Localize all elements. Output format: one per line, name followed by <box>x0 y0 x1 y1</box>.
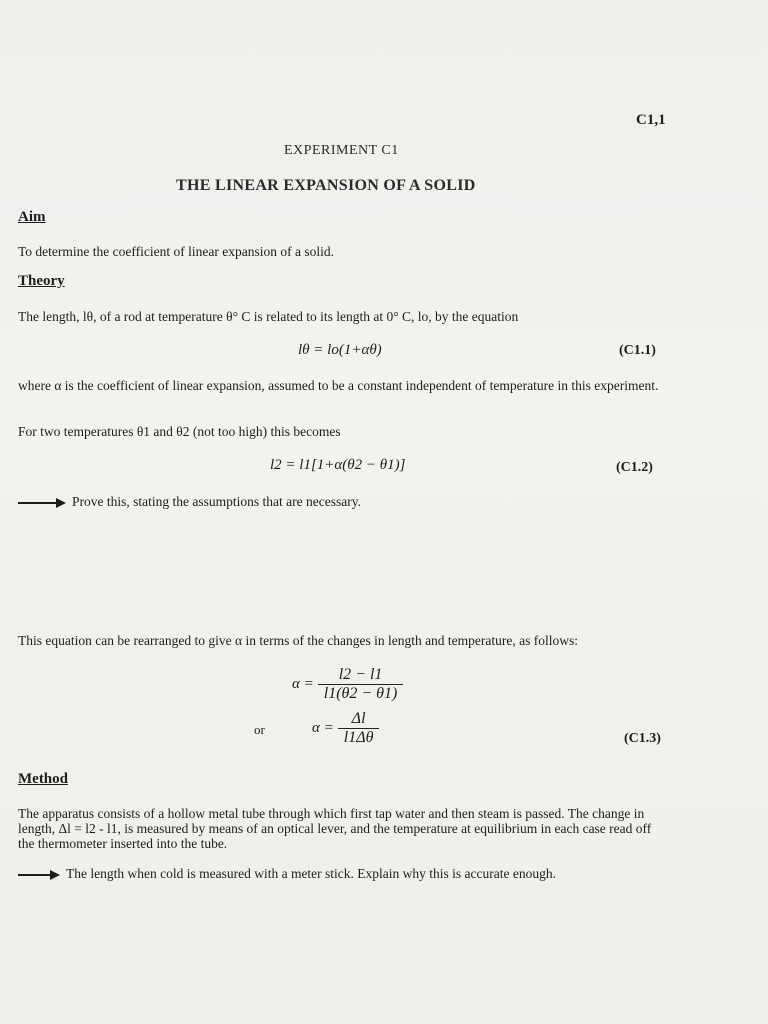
equation-c1-3b-numerator: Δl <box>338 710 380 729</box>
equation-c1-2-ref: (C1.2) <box>616 460 653 475</box>
equation-c1-3a-denominator: l1(θ2 − θ1) <box>323 685 398 702</box>
method-note <box>18 866 556 881</box>
or-word: or <box>254 722 265 737</box>
equation-c1-3a-lhs: α = <box>292 676 314 693</box>
experiment-title: THE LINEAR EXPANSION OF A SOLID <box>176 177 476 194</box>
equation-c1-1-ref: (C1.1) <box>619 343 656 358</box>
equation-c1-2: l2 = l1[1+α(θ2 − θ1)] <box>270 457 406 473</box>
equation-c1-3b-denominator: l1Δθ <box>343 729 374 746</box>
where-text: where α is the coefficient of linear expansion, assumed to be a constant independent of temperature in this experiment. <box>18 378 659 393</box>
method-text: The apparatus consists of a hollow metal tube through which first tap water and then steam is passed. The change in length, Δl = l2 - l1, is measured by means of an optical lever, and the temperature at equilibrium in each case read off the thermometer inserted into the tube. <box>18 806 652 851</box>
equation-c1-3-ref: (C1.3) <box>624 731 661 746</box>
equation-c1-3b <box>312 710 379 747</box>
prove-text: Prove this, stating the assumptions that are necessary. <box>72 494 361 509</box>
prove-instruction <box>18 494 361 509</box>
method-note-text: The length when cold is measured with a meter stick. Explain why this is accurate enough. <box>66 866 556 881</box>
equation-c1-3b-lhs: α = <box>312 720 334 737</box>
equation-c1-3b-fraction <box>338 710 380 747</box>
equation-c1-1: lθ = lo(1+αθ) <box>298 342 382 358</box>
two-temps-text: For two temperatures θ1 and θ2 (not too high) this becomes <box>18 424 341 439</box>
equation-c1-3a <box>292 666 403 703</box>
theory-heading: Theory <box>18 273 65 289</box>
aim-text: To determine the coefficient of linear expansion of a solid. <box>18 244 334 259</box>
method-heading: Method <box>18 771 68 787</box>
experiment-label: EXPERIMENT C1 <box>284 143 399 158</box>
page-number: C1,1 <box>636 112 666 128</box>
arrow-right-icon <box>18 498 66 508</box>
equation-c1-3a-fraction <box>318 666 404 703</box>
equation-c1-3a-numerator: l2 − l1 <box>318 666 404 685</box>
aim-heading: Aim <box>18 209 46 225</box>
theory-intro: The length, lθ, of a rod at temperature θ° C is related to its length at 0° C, lo, by the equation <box>18 309 519 324</box>
rearranged-text: This equation can be rearranged to give α in terms of the changes in length and temperature, as follows: <box>18 633 579 648</box>
arrow-right-icon <box>18 870 60 880</box>
